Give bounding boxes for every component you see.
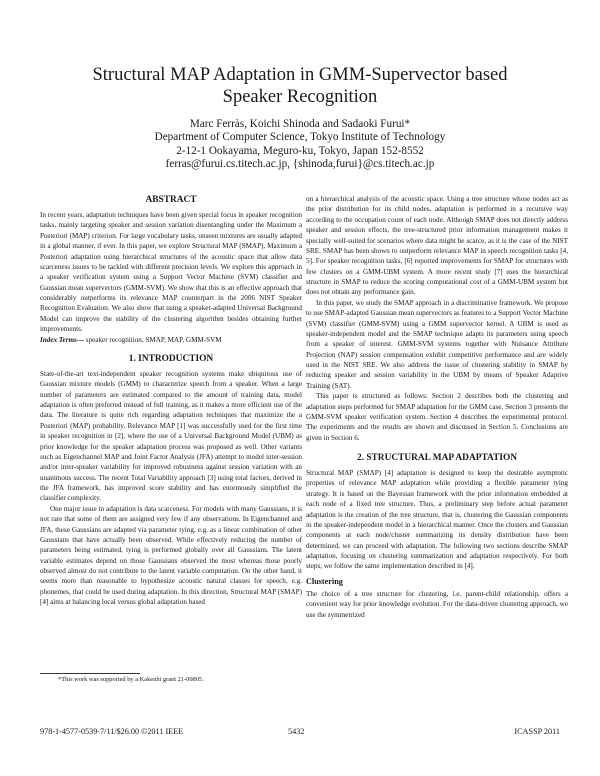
section-2-paragraph-1: Structural MAP (SMAP) [4] adaptation is designed to keep the desirable asymptotic properties of relevance MAP adaptation while providing a flexible parameter tying strategy. It is based on the Bayesian framework with the prior information embedded at each node of a fixed tree structure. Thus, a preliminary step before actual parameter adaptation is the creation of the tree structure, that is, clustering the Gaussian components in the speaker-independent model in a hierarchical manner. Once the clusters and Gaussian components at each node/cluster summarizing its density distribution have been determined, we can proceed with adaptation. The following two sections describe SMAP adaptation, focusing on clustering summarization and adaptation respectively. For both steps, we follow the same implementation described in [4].	[306, 469, 568, 571]
author-department: Department of Computer Science, Tokyo Institute of Technology	[154, 131, 446, 144]
paper-title	[40, 64, 560, 108]
intro-paragraph-1: State-of-the-art text-independent speaker recognition systems make ubiquitous use of Gaussian mixture models (GMM) to characterize speech from a speaker. When a large number of parameters are estimated compared to the amount of training data, model adaptation is often preferred instead of full training, as it makes a more efficient use of the data. The literature is quite rich regarding adaptation techniques that maximize the a Posteriori (MAP) probability. Relevance MAP [1] was successfully used for the first time in speaker recognition in [2], where the use of a Universal Background Model (UBM) as prior knowledge for the speaker adaptation process was proposed as well. Other variants such as Eigenchannel MAP and Joint Factor Analysis (JFA) attempt to model inter-session and/or inter-speaker variability for improved robustness against session variation with an unanimous success. The recent Total Variability approach [3] using total factors, derived in the JFA framework, has improved score stability and has enormously simplified the classifier complexity.	[40, 369, 302, 503]
clustering-paragraph: The choice of a tree structure for clustering, i.e. parent-child relationship, offers a convenient way for prior knowledge evolution. For the data-driven clustering approach, we use the symmetrized	[306, 589, 568, 619]
title-line-1: Structural MAP Adaptation in GMM-Supervector based	[92, 65, 508, 85]
author-address: 2-12-1 Ookayama, Meguro-ku, Tokyo, Japan 152-8552	[176, 144, 424, 157]
footnote: *This work was supported by a Kakenhi grant 21-00805.	[58, 676, 204, 683]
right-paragraph-2: In this paper, we study the SMAP approach in a discriminative framework. We propose to use SMAP-adapted Gaussian mean supervectors as features to a Support Vector Machine (SVM) classifier (GMM-SVM) using a GMM supervector kernel. A UBM is used as speaker-independent model and the SMAP technique adapts its parameters using speech from a speaker of interest. GMM-SVM systems together with Nuisance Attribute Projection (NAP) session compensation exhibit competitive performance and are widely used in the NIST SRE. We also address the issue of clustering stability in SMAP by reducing speaker and session variability in the UBM by means of Speaker Adaptive Training (SAT).	[306, 298, 568, 390]
footer-conference: ICASSP 2011	[514, 727, 560, 736]
author-emails: ferras@furui.cs.titech.ac.jp, {shinoda,furui}@cs.titech.ac.jp	[165, 158, 435, 171]
intro-paragraph-2: One major issue in adaptation is data scarceness. For models with many Gaussians, it is not rare that some of them are assigned very few if any observations. In Eigenchannel and JFA, these Gaussians are adapted via parameter tying, e.g. as a linear combination of other Gaussians that have actually been observed. While effectively reducing the number of parameters being estimated, tying is performed globally over all Gaussians. The latent variable estimates depend on those Gaussians observed the most whereas those poorly observed almost do not contribute to the latent variable computation. On the other hand, it seems more than reasonable to hypothesize acoustic natural classes for speech, e.g. phonemes, that could be used during adaptation. In this direction, Structural MAP (SMAP) [4] aims at balancing local versus global adaptation based	[40, 504, 302, 607]
footnote-rule	[40, 673, 140, 674]
author-names: Marc Ferràs, Koichi Shinoda and Sadaoki Furui*	[189, 118, 411, 130]
abstract-text: In recent years, adaptation techniques have been given special focus in speaker recognition tasks, mainly targeting speaker and session variation disentangling under the Maximum a Posteriori (MAP) criterion. For large vocabulary tasks, unseen mixtures are usually adapted in a global manner, if ever. In this paper, we explore Structural MAP (SMAP), Maximum a Posteriori adaptation using hierarchical structures of the acoustic space that allow data scarceness issues to be tackled with different precision levels. We explore this approach in a speaker verification system using a Support Vector Machine (SVM) classifier and Gaussian mean supervectors (GMM-SVM). We show that this is an effective approach that considerably outperforms its relevance MAP counterpart in the 2006 NIST Speaker Recognition Evaluation. We also show that using a speaker-adapted Universal Background Model can improve the stability of the clustering algorithm besides obtaining further improvements.	[40, 211, 302, 334]
abstract-heading: ABSTRACT	[145, 195, 197, 205]
author-block	[40, 118, 560, 172]
footer-isbn: 978-1-4577-0539-7/11/$26.00 ©2011 IEEE	[40, 727, 184, 736]
index-terms-label: Index Terms—	[40, 335, 84, 344]
clustering-heading: Clustering	[306, 576, 343, 586]
intro-heading: 1. INTRODUCTION	[128, 353, 214, 364]
index-terms	[40, 335, 302, 345]
index-terms-text: speaker recognition, SMAP, MAP, GMM-SVM	[83, 335, 222, 344]
section-2-heading: 2. STRUCTURAL MAP ADAPTATION	[356, 453, 518, 463]
right-paragraph-1: on a hierarchical analysis of the acoustic space. Using a tree structure whose nodes act as the prior distribution for its child nodes, adaptation is performed in a recursive way according to the occupation count of each node. Although SMAP does not directly address speaker and session effects, the tree-structured prior information management makes it specially well-suited for scenarios where data might be scarce, as it is the case of the NIST SRE. SMAP has been shown to outperform relevance MAP in speech recognition tasks [4, 5]. For speaker recognition tasks, [6] reported improvements for SMAP for structures with few clusters on a GMM-UBM system. A more recent study [7] uses the hierarchical structure in SMAP to reduce the scoring computational cost of a GMM-UBM system but does not obtain any performance gain.	[306, 195, 568, 297]
right-column	[306, 194, 568, 620]
left-column	[40, 192, 302, 608]
footer-page-number: 5432	[288, 727, 305, 736]
right-paragraph-3: This paper is structured as follows: Section 2 describes both the clustering and adaptation steps performed for SMAP adaptation for the GMM case. Section 3 presents the GMM-SVM speaker verification system. Section 4 describes the experimental protocol. The experiments and the results are shown and discussed in Section 5. Conclusions are given in Section 6.	[306, 392, 568, 442]
title-line-2: Speaker Recognition	[222, 87, 378, 107]
